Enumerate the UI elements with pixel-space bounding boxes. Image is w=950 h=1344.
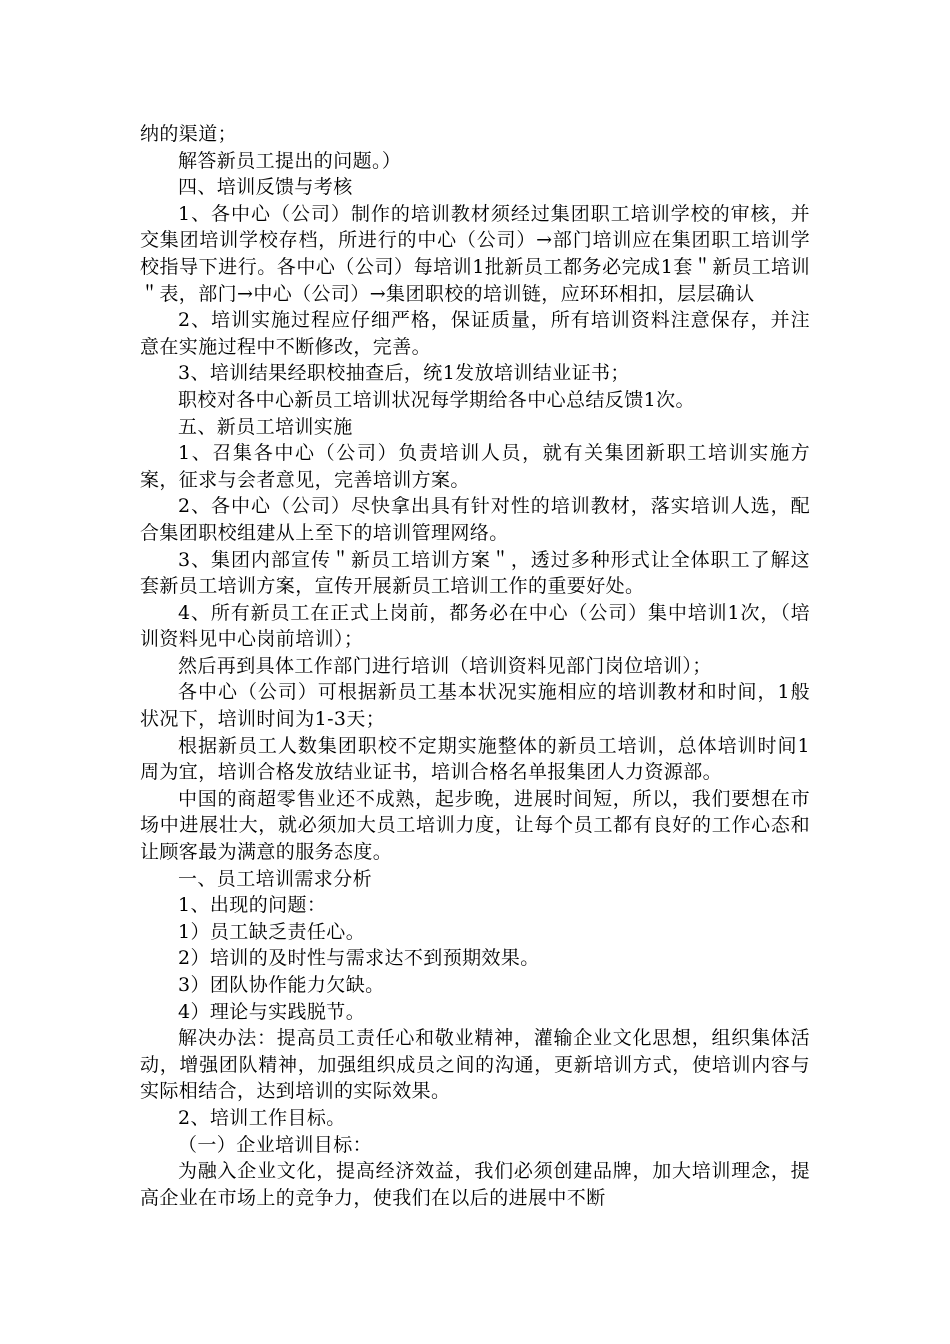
paragraph: 1、召集各中心（公司）负责培训人员，就有关集团新职工培训实施方案，征求与会者意见，完善培训方案。	[140, 442, 810, 491]
paragraph: 2、各中心（公司）尽快拿出具有针对性的培训教材，落实培训人选，配合集团职校组建从上至下的培训管理网络。	[140, 495, 810, 544]
paragraph: 解答新员工提出的问题。）	[178, 149, 402, 172]
list-item: 3）团队协作能力欠缺。	[178, 974, 385, 996]
list-item: 4）理论与实践脱节。	[178, 1000, 366, 1023]
paragraph: 根据新员工人数集团职校不定期实施整体的新员工培训，总体培训时间1周为宜，培训合格发放结业证书，培训合格名单报集团人力资源部。	[140, 734, 810, 784]
section-heading: 五、新员工培训实施	[178, 415, 353, 438]
paragraph: 1、各中心（公司）制作的培训教材须经过集团职工培训学校的审核，并交集团培训学校存档，所进行的中心（公司）→部门培训应在集团职工培训学校指导下进行。各中心（公司）每培训1批新员工都务必完成1套＂新员工培训＂表，部门→中心（公司）→集团职校的培训链，应环环相扣，层层确认	[140, 202, 810, 305]
section-heading: 四、培训反馈与考核	[178, 176, 353, 199]
paragraph: 纳的渠道；	[140, 123, 238, 145]
paragraph: 4、所有新员工在正式上岗前，都务必在中心（公司）集中培训1次，（培训资料见中心岗前培训）；	[140, 601, 810, 651]
paragraph: 3、培训结果经职校抽查后，统1发放培训结业证书；	[178, 362, 630, 385]
list-item: 1）员工缺乏责任心。	[178, 920, 366, 943]
subheading: 2、培训工作目标。	[178, 1106, 346, 1129]
paragraph: 职校对各中心新员工培训状况每学期给各中心总结反馈1次。	[178, 388, 695, 411]
paragraph: 各中心（公司）可根据新员工基本状况实施相应的培训教材和时间，1般状况下，培训时间为1-3天；	[140, 681, 810, 731]
subheading: 1、出现的问题：	[178, 894, 327, 917]
document-body	[140, 121, 810, 1211]
section-heading: 一、员工培训需求分析	[178, 867, 373, 890]
paragraph: 3、集团内部宣传＂新员工培训方案＂，透过多种形式让全体职工了解这套新员工培训方案，宣传开展新员工培训工作的重要好处。	[140, 548, 810, 598]
subheading: （一）企业培训目标：	[178, 1133, 373, 1156]
paragraph: 然后再到具体工作部门进行培训（培训资料见部门岗位培训）；	[178, 654, 712, 677]
paragraph: 为融入企业文化，提高经济效益，我们必须创建品牌，加大培训理念，提高企业在市场上的竞争力，使我们在以后的进展中不断	[140, 1160, 810, 1209]
paragraph: 解决办法：提高员工责任心和敬业精神，灌输企业文化思想，组织集体活动，增强团队精神，加强组织成员之间的沟通，更新培训方式，使培训内容与实际相结合，达到培训的实际效果。	[140, 1027, 810, 1103]
list-item: 2）培训的及时性与需求达不到预期效果。	[178, 947, 540, 970]
paragraph: 2、培训实施过程应仔细严格，保证质量，所有培训资料注意保存，并注意在实施过程中不断修改，完善。	[140, 309, 810, 358]
paragraph: 中国的商超零售业还不成熟，起步晚，进展时间短，所以，我们要想在市场中进展壮大，就必须加大员工培训力度，让每个员工都有良好的工作心态和让顾客最为满意的服务态度。	[140, 787, 810, 864]
